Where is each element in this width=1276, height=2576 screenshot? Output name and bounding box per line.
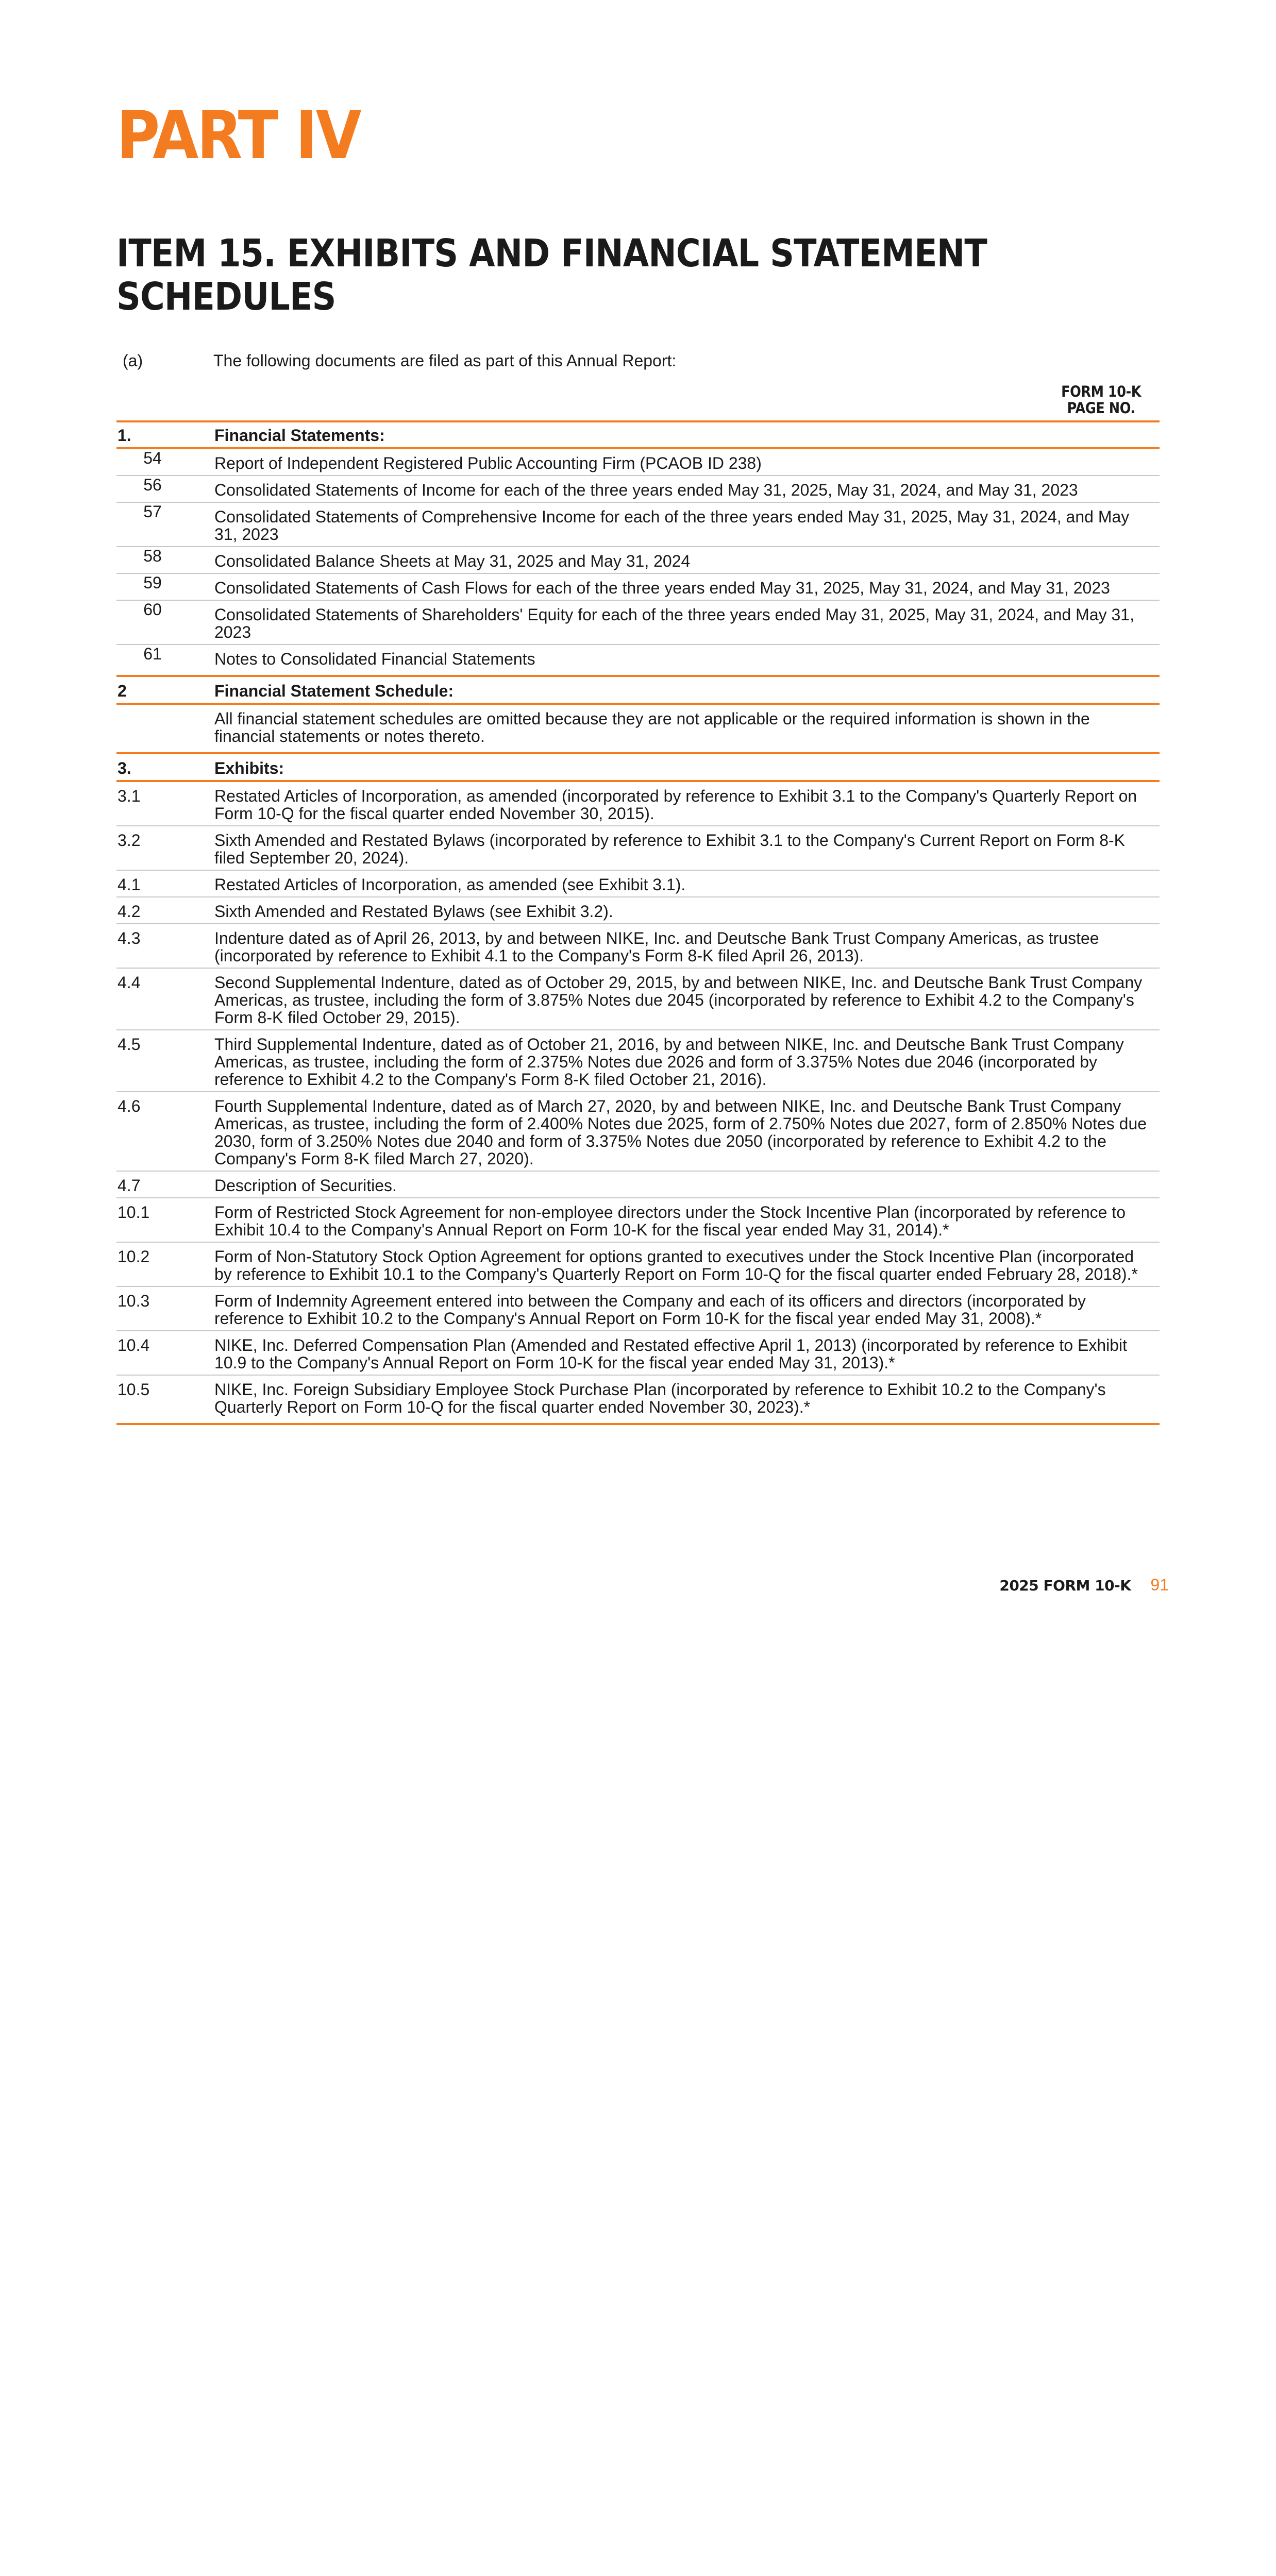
exhibits-table xyxy=(116,380,1160,1425)
form-page-number: 61 xyxy=(143,645,162,663)
table-row xyxy=(116,969,1160,1030)
footer-page-number: 91 xyxy=(1150,1575,1169,1594)
table-row xyxy=(116,503,1160,547)
document-description: NIKE, Inc. Deferred Compensation Plan (Amended and Restated effective April 1, 2013) (incorporated by reference to Exhibit 10.9 to the Company's Annual Report on Form 10-K for the fiscal year ended May 31, 2013).* xyxy=(214,1336,1128,1372)
exhibit-number: 10.4 xyxy=(117,1336,150,1354)
section-header-row xyxy=(116,422,1160,449)
page-footer xyxy=(999,1575,1169,1595)
exhibit-number: 4.7 xyxy=(117,1176,141,1195)
item-title: ITEM 15. EXHIBITS AND FINANCIAL STATEMENT SCHEDULES xyxy=(116,231,987,319)
document-description: Notes to Consolidated Financial Statements xyxy=(214,650,535,668)
exhibit-number: 3.2 xyxy=(117,831,141,850)
form-page-number: 58 xyxy=(143,547,162,565)
table-row xyxy=(116,924,1160,969)
document-description: Form of Restricted Stock Agreement for non-employee directors under the Stock Incentive Plan (incorporated by reference to Exhibit 10.4 to the Company's Annual Report on Form 10-K for the fiscal year ended May 31, 2014).* xyxy=(214,1203,1126,1239)
exhibit-number: 4.4 xyxy=(117,973,141,992)
form-page-number: 59 xyxy=(143,573,162,592)
exhibit-number: 10.2 xyxy=(117,1247,150,1266)
table-row xyxy=(116,449,1160,476)
form-page-number: 60 xyxy=(143,600,162,619)
exhibit-number: 10.5 xyxy=(117,1380,150,1399)
table-row xyxy=(116,547,1160,574)
document-description: Description of Securities. xyxy=(214,1176,397,1195)
table-row xyxy=(116,1030,1160,1092)
table-row xyxy=(116,897,1160,924)
form-page-number: 56 xyxy=(143,476,162,494)
section-header-row xyxy=(116,677,1160,705)
table-body xyxy=(116,422,1160,1425)
document-description: Third Supplemental Indenture, dated as of October 21, 2016, by and between NIKE, Inc. and Deutsche Bank Trust Company Americas, as trustee, including the form of 2.375% Notes due 2026 and form of 3.375% Notes due 2046 (incorporated by reference to Exhibit 4.2 to the Company's Form 8-K filed October 21, 2016). xyxy=(214,1035,1124,1089)
exhibit-number: 3.1 xyxy=(117,787,141,805)
column-header-line-1: FORM 10-K xyxy=(1061,383,1141,400)
document-description: Consolidated Statements of Income for each of the three years ended May 31, 2025, May 31, 2024, and May 31, 2023 xyxy=(214,481,1078,499)
section-number: 1. xyxy=(117,426,131,445)
table-row xyxy=(116,1287,1160,1331)
exhibit-number: 4.3 xyxy=(117,929,141,947)
exhibit-number: 4.6 xyxy=(117,1097,141,1115)
document-description: Sixth Amended and Restated Bylaws (incorporated by reference to Exhibit 3.1 to the Company's Current Report on Form 8-K filed September 20, 2024). xyxy=(214,831,1125,867)
table-row xyxy=(116,1243,1160,1287)
intro-label: (a) xyxy=(123,351,143,370)
exhibit-number: 4.2 xyxy=(117,902,141,921)
form-page-number: 54 xyxy=(143,449,162,467)
section-title: Financial Statement Schedule: xyxy=(214,682,454,700)
table-row xyxy=(116,601,1160,645)
table-row xyxy=(116,645,1160,677)
table-row xyxy=(116,1331,1160,1376)
table-header xyxy=(116,380,1160,422)
document-description: Second Supplemental Indenture, dated as of October 29, 2015, by and between NIKE, Inc. and Deutsche Bank Trust Company Americas, as trustee, including the form of 3.875% Notes due 2045 (incorporated by reference to Exhibit 4.2 to the Company's Form 8-K filed October 29, 2015). xyxy=(214,973,1143,1027)
document-description: All financial statement schedules are omitted because they are not applicable or the required information is shown in the financial statements or notes thereto. xyxy=(214,709,1090,745)
document-description: Restated Articles of Incorporation, as amended (incorporated by reference to Exhibit 3.1 to the Company's Quarterly Report on Form 10-Q for the fiscal quarter ended November 30, 2015). xyxy=(214,787,1137,823)
table-row xyxy=(116,476,1160,503)
table-row xyxy=(116,705,1160,754)
document-description: NIKE, Inc. Foreign Subsidiary Employee Stock Purchase Plan (incorporated by reference to Exhibit 10.2 to the Company's Quarterly Report on Form 10-Q for the fiscal quarter ended November 30, 2023).* xyxy=(214,1380,1106,1416)
table-row xyxy=(116,1376,1160,1425)
table-row xyxy=(116,782,1160,826)
exhibit-number: 10.1 xyxy=(117,1203,150,1222)
document-description: Form of Non-Statutory Stock Option Agreement for options granted to executives under the Stock Incentive Plan (incorporated by reference to Exhibit 10.1 to the Company's Quarterly Report on Form 10-Q for the fiscal quarter ended February 28, 2018).* xyxy=(214,1247,1138,1283)
form-page-number: 57 xyxy=(143,502,162,521)
section-number: 2 xyxy=(117,682,127,700)
document-description: Consolidated Statements of Shareholders' Equity for each of the three years ended May 31, 2025, May 31, 2024, and May 31, 2023 xyxy=(214,605,1134,641)
table-row xyxy=(116,1172,1160,1198)
section-number: 3. xyxy=(117,759,131,777)
document-description: Restated Articles of Incorporation, as amended (see Exhibit 3.1). xyxy=(214,875,686,894)
exhibit-number: 10.3 xyxy=(117,1292,150,1310)
column-header-line-2: PAGE NO. xyxy=(1067,399,1135,417)
document-description: Consolidated Statements of Cash Flows for each of the three years ended May 31, 2025, May 31, 2024, and May 31, 2023 xyxy=(214,579,1110,597)
document-description: Consolidated Statements of Comprehensive Income for each of the three years ended May 31, 2025, May 31, 2024, and May 31, 2023 xyxy=(214,507,1130,544)
document-description: Consolidated Balance Sheets at May 31, 2025 and May 31, 2024 xyxy=(214,552,691,570)
document-description: Fourth Supplemental Indenture, dated as of March 27, 2020, by and between NIKE, Inc. and Deutsche Bank Trust Company Americas, as trustee, including the form of 2.400% Notes due 2025, form of 2.750% Notes due 2027, form of 2.850% Notes due 2030, form of 3.250% Notes due 2040 and form of 3.375% Notes due 2050 (incorporated by reference to Exhibit 4.2 to the Company's Form 8-K filed March 27, 2020). xyxy=(214,1097,1147,1168)
section-title: Financial Statements: xyxy=(214,426,385,445)
section-header-row xyxy=(116,754,1160,782)
table-row xyxy=(116,871,1160,897)
document-description: Sixth Amended and Restated Bylaws (see Exhibit 3.2). xyxy=(214,902,613,921)
page-number-column-header xyxy=(1061,383,1141,416)
intro-text: The following documents are filed as part of this Annual Report: xyxy=(213,351,677,370)
table-row xyxy=(116,1198,1160,1243)
footer-form-label: 2025 FORM 10-K xyxy=(999,1577,1131,1594)
document-description: Form of Indemnity Agreement entered into between the Company and each of its officers and directors (incorporated by reference to Exhibit 10.2 to the Company's Annual Report on Form 10-K for the fiscal year ended May 31, 2008).* xyxy=(214,1292,1086,1328)
table-row xyxy=(116,826,1160,871)
table-row xyxy=(116,1092,1160,1172)
part-title: PART IV xyxy=(116,97,360,174)
document-description: Report of Independent Registered Public Accounting Firm (PCAOB ID 238) xyxy=(214,454,762,472)
exhibit-number: 4.1 xyxy=(117,875,141,894)
form-page-number xyxy=(116,1376,189,2576)
exhibit-number: 4.5 xyxy=(117,1035,141,1054)
table-row xyxy=(116,574,1160,601)
section-title: Exhibits: xyxy=(214,759,284,777)
document-description: Indenture dated as of April 26, 2013, by and between NIKE, Inc. and Deutsche Bank Trust Company Americas, as trustee (incorporated by reference to Exhibit 4.1 to the Company's Form 8-K filed April 26, 2013). xyxy=(214,929,1099,965)
